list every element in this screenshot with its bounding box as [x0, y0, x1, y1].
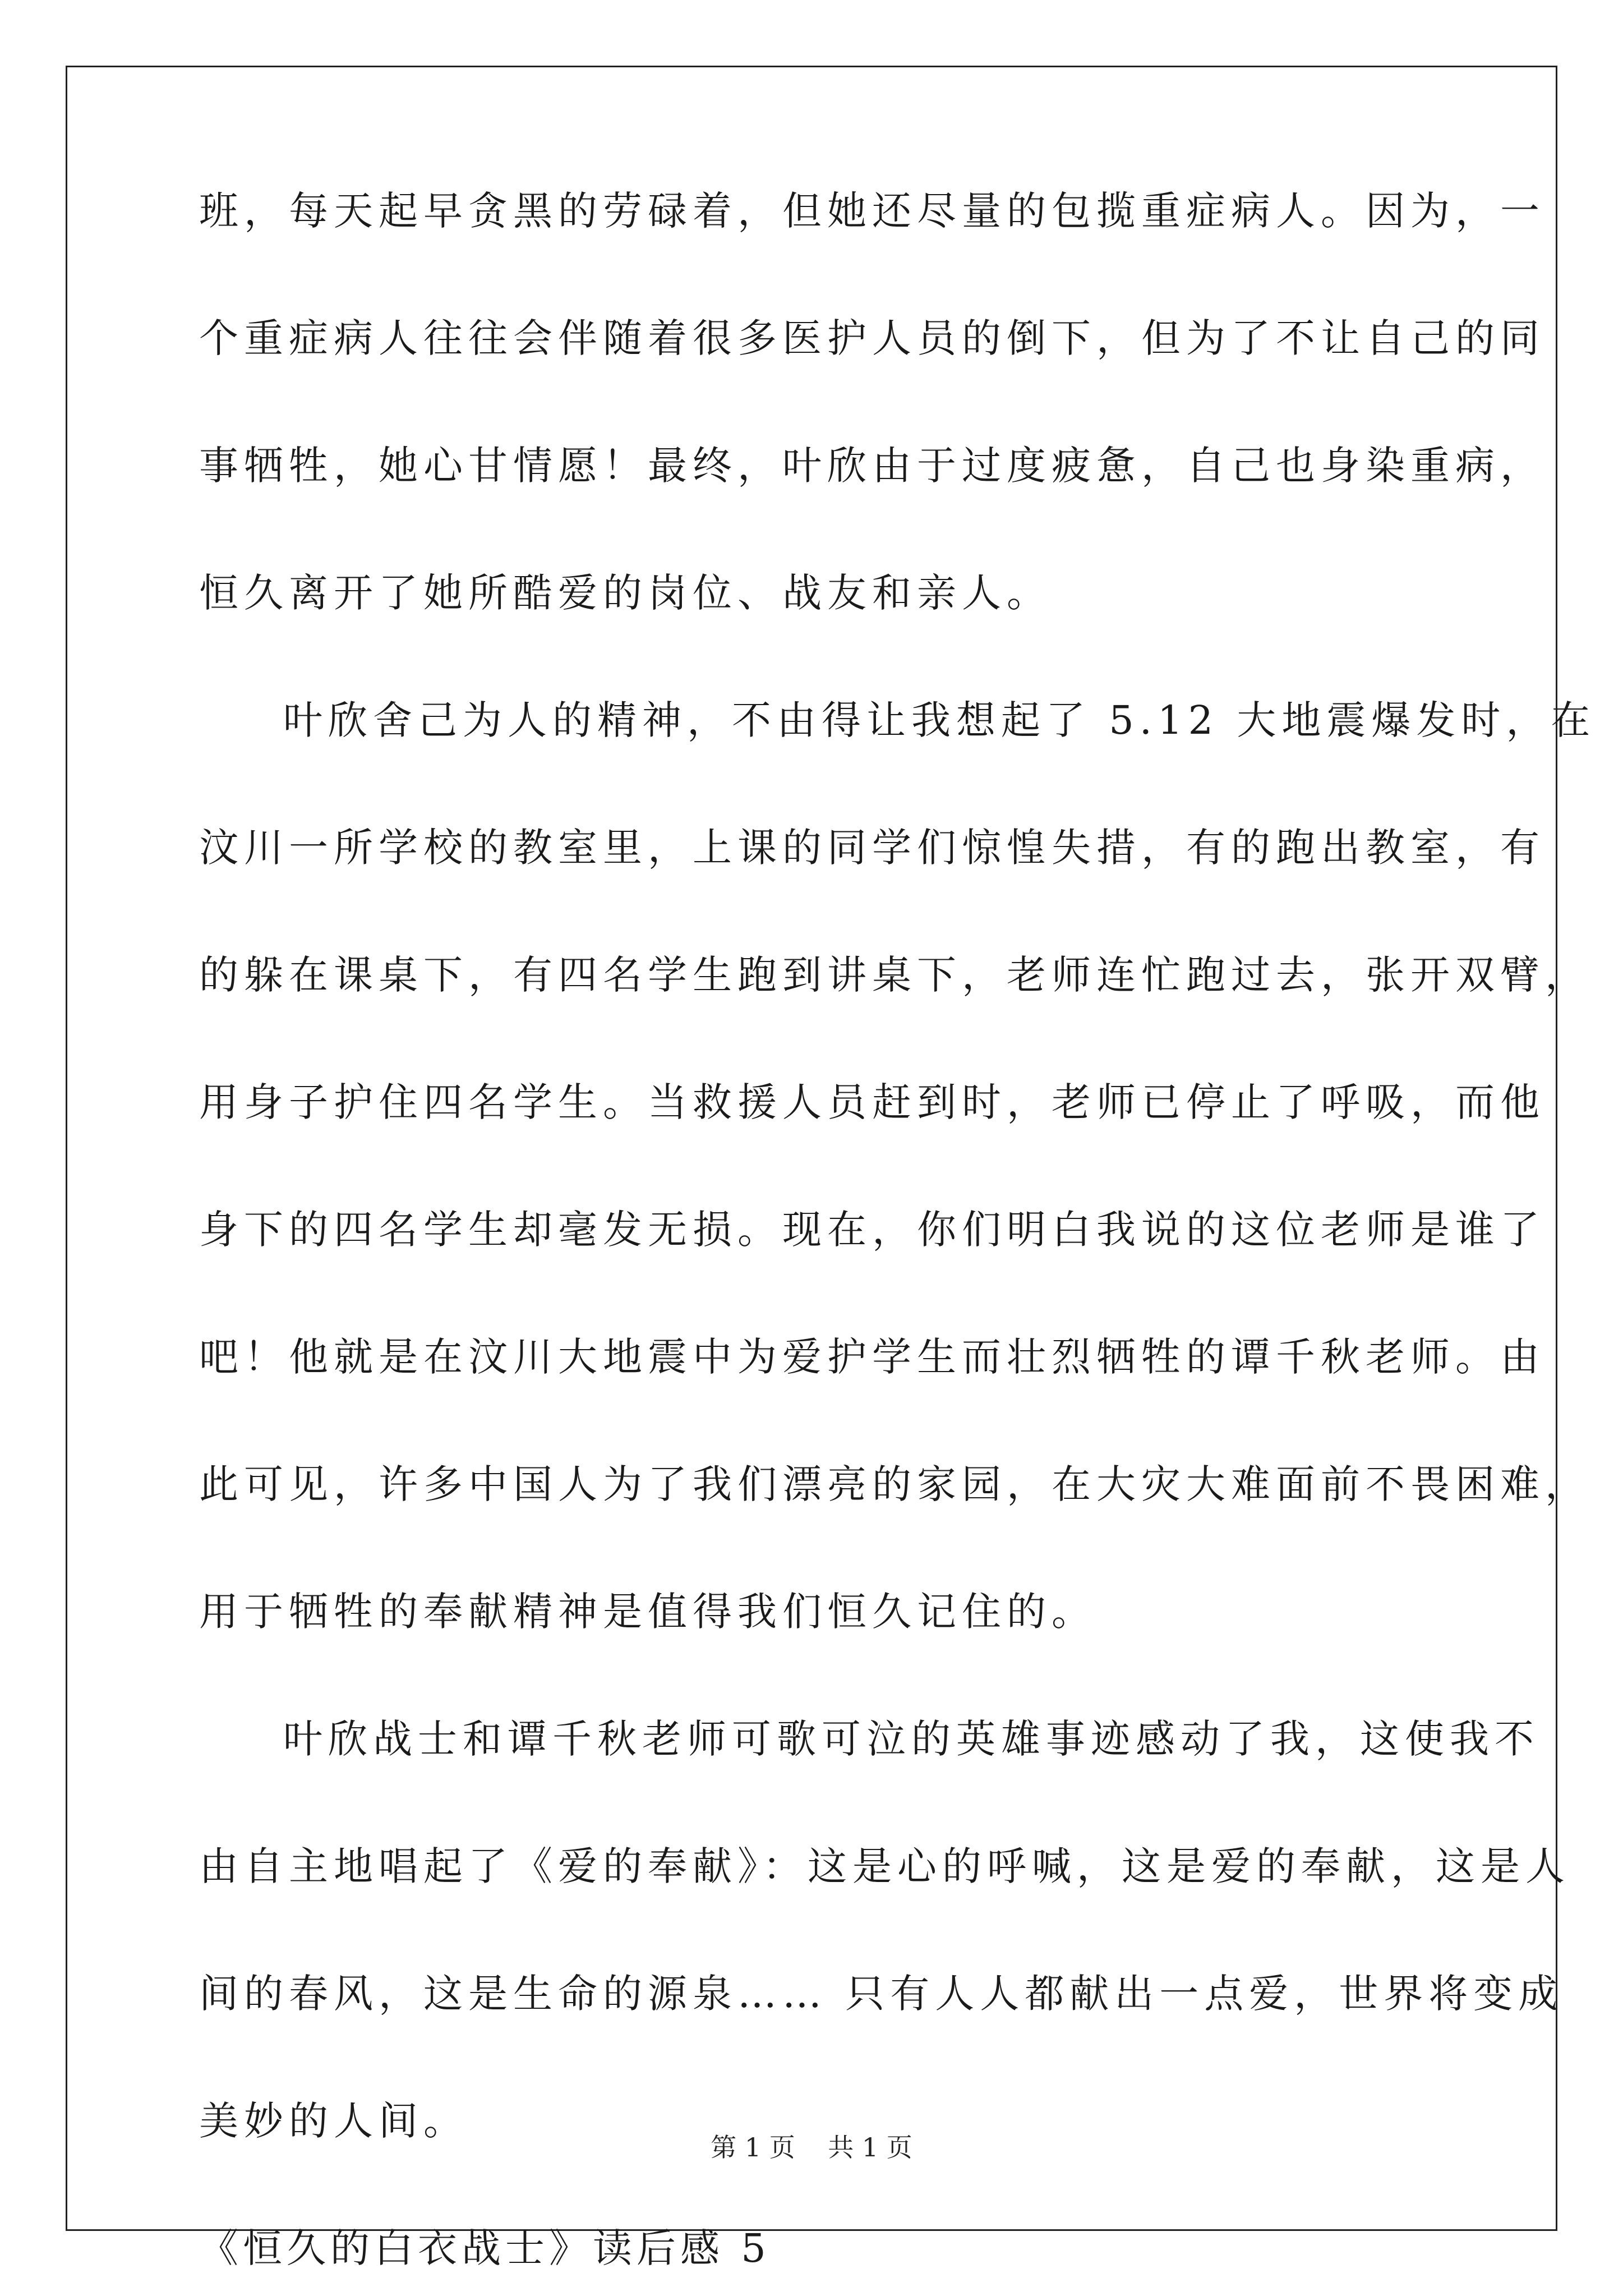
- text-line-14: 由自主地唱起了《爱的奉献》：这是心的呼喊，这是爱的奉献，这是人: [199, 1843, 1570, 1889]
- text-line-12: 用于牺牲的奉献精神是值得我们恒久记住的。: [199, 1589, 1096, 1635]
- text-line-3: 事牺牲，她心甘情愿！最终，叶欣由于过度疲惫，自己也身染重病，: [199, 443, 1545, 489]
- text-line-16: 美妙的人间。: [199, 2098, 468, 2144]
- text-line-2: 个重症病人往往会伴随着很多医护人员的倒下，但为了不让自己的同: [199, 315, 1545, 361]
- document-body: [199, 185, 1596, 2274]
- text-line-5: 叶欣舍己为人的精神，不由得让我想起了 5.12 大地震爆发时，在: [283, 697, 1596, 743]
- text-line-6: 汶川一所学校的教室里，上课的同学们惊惶失措，有的跑出教室，有: [199, 825, 1545, 871]
- text-line-7: 的躲在课桌下，有四名学生跑到讲桌下，老师连忙跑过去，张开双臂，: [199, 952, 1590, 998]
- text-line-8: 用身子护住四名学生。当救援人员赶到时，老师已停止了呼吸，而他: [199, 1079, 1545, 1125]
- text-line-9: 身下的四名学生却毫发无损。现在，你们明白我说的这位老师是谁了: [199, 1207, 1545, 1253]
- text-line-4: 恒久离开了她所酷爱的岗位、战友和亲人。: [199, 570, 1052, 616]
- text-line-15: 间的春风，这是生命的源泉…… 只有人人都献出一点爱，世界将变成: [199, 1971, 1564, 2017]
- text-line-11: 此可见，许多中国人为了我们漂亮的家园，在大灾大难面前不畏困难，: [199, 1461, 1590, 1507]
- section-heading: 《恒久的白衣战士》读后感 5: [199, 2225, 771, 2271]
- page-number-footer: 第 1 页 共 1 页: [711, 2132, 912, 2162]
- text-line-1: 班，每天起早贪黑的劳碌着，但她还尽量的包揽重症病人。因为，一: [199, 188, 1545, 234]
- text-line-13: 叶欣战士和谭千秋老师可歌可泣的英雄事迹感动了我，这使我不: [283, 1716, 1539, 1762]
- text-line-10: 吧！他就是在汶川大地震中为爱护学生而壮烈牺牲的谭千秋老师。由: [199, 1334, 1545, 1380]
